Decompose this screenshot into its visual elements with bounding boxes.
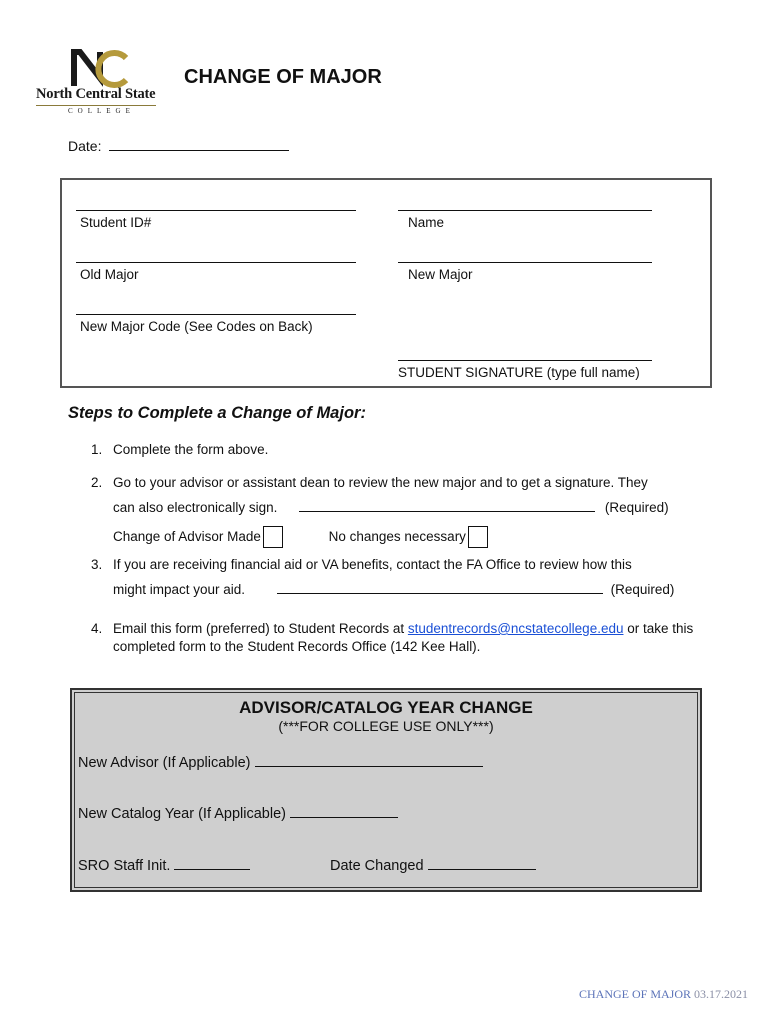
old-major-label: Old Major	[80, 267, 139, 282]
student-id-field[interactable]	[76, 210, 356, 230]
new-major-code-field[interactable]	[76, 314, 356, 334]
advisor-box-subtitle: (***FOR COLLEGE USE ONLY***)	[278, 718, 494, 734]
no-changes-checkbox[interactable]	[468, 526, 488, 548]
change-advisor-checkbox[interactable]	[263, 526, 283, 548]
student-info-box	[60, 178, 712, 388]
date-label: Date:	[68, 138, 102, 154]
new-catalog-year-line[interactable]	[290, 803, 398, 818]
date-field[interactable]	[68, 136, 289, 154]
sro-staff-field[interactable]: SRO Staff Init.	[78, 855, 250, 874]
step-3: 3. If you are receiving financial aid or VA benefits, contact the FA Office to review how this might impact your aid. (Required)	[91, 557, 675, 597]
name-label: Name	[408, 215, 445, 230]
student-id-label: Student ID#	[80, 215, 152, 230]
step-2: 2. Go to your advisor or assistant dean to review the new major and to get a signature. They can also electronically sign. (Required) Change of Advisor Made No changes necessary	[113, 470, 713, 549]
signature-label: STUDENT SIGNATURE (type full name)	[398, 365, 640, 380]
footer-date: 03.17.2021	[694, 987, 748, 1001]
logo-divider	[36, 105, 156, 106]
old-major-field[interactable]	[76, 262, 356, 282]
new-advisor-line[interactable]	[255, 752, 483, 767]
student-signature-field[interactable]	[398, 360, 652, 380]
sro-staff-line[interactable]	[174, 855, 250, 870]
name-field[interactable]	[398, 210, 652, 230]
advisor-catalog-box	[70, 688, 702, 892]
new-major-code-label: New Major Code (See Codes on Back)	[80, 319, 313, 334]
date-changed-field[interactable]: Date Changed	[330, 855, 536, 874]
steps-heading: Steps to Complete a Change of Major:	[68, 404, 366, 422]
footer-doc-name: CHANGE OF MAJOR	[578, 987, 691, 1001]
advisor-signature-line[interactable]	[299, 497, 595, 512]
new-major-field[interactable]	[398, 262, 652, 282]
logo-college: COLLEGE	[68, 107, 135, 115]
date-input-line[interactable]	[109, 136, 289, 151]
step-4: 4. Email this form (preferred) to Student Records at studentrecords@ncstatecollege.edu or take this completed form to the Student Records Office (142 Kee Hall).	[91, 621, 694, 654]
required-note: (Required)	[610, 582, 675, 597]
advisor-box-title: ADVISOR/CATALOG YEAR CHANGE	[239, 698, 533, 717]
new-catalog-year-field[interactable]: New Catalog Year (If Applicable)	[78, 803, 398, 822]
footer-version	[579, 987, 748, 1002]
page-title: CHANGE OF MAJOR	[184, 66, 382, 88]
nc-logo-icon	[70, 46, 130, 88]
step-1: 1. Complete the form above.	[91, 442, 269, 457]
required-note: (Required)	[604, 500, 669, 515]
college-logo	[36, 46, 160, 116]
fa-signature-line[interactable]	[277, 579, 603, 594]
student-records-email-link[interactable]: studentrecords@ncstatecollege.edu	[407, 621, 624, 636]
new-advisor-field[interactable]: New Advisor (If Applicable)	[78, 752, 483, 771]
change-advisor-label: Change of Advisor Made	[113, 529, 261, 544]
no-changes-label: No changes necessary	[328, 529, 466, 544]
new-major-label: New Major	[408, 267, 473, 282]
step-2-text: Go to your advisor or assistant dean to review the new major and to get a signature. They	[113, 475, 648, 490]
logo-name: North Central State	[36, 86, 156, 102]
date-changed-line[interactable]	[428, 855, 536, 870]
